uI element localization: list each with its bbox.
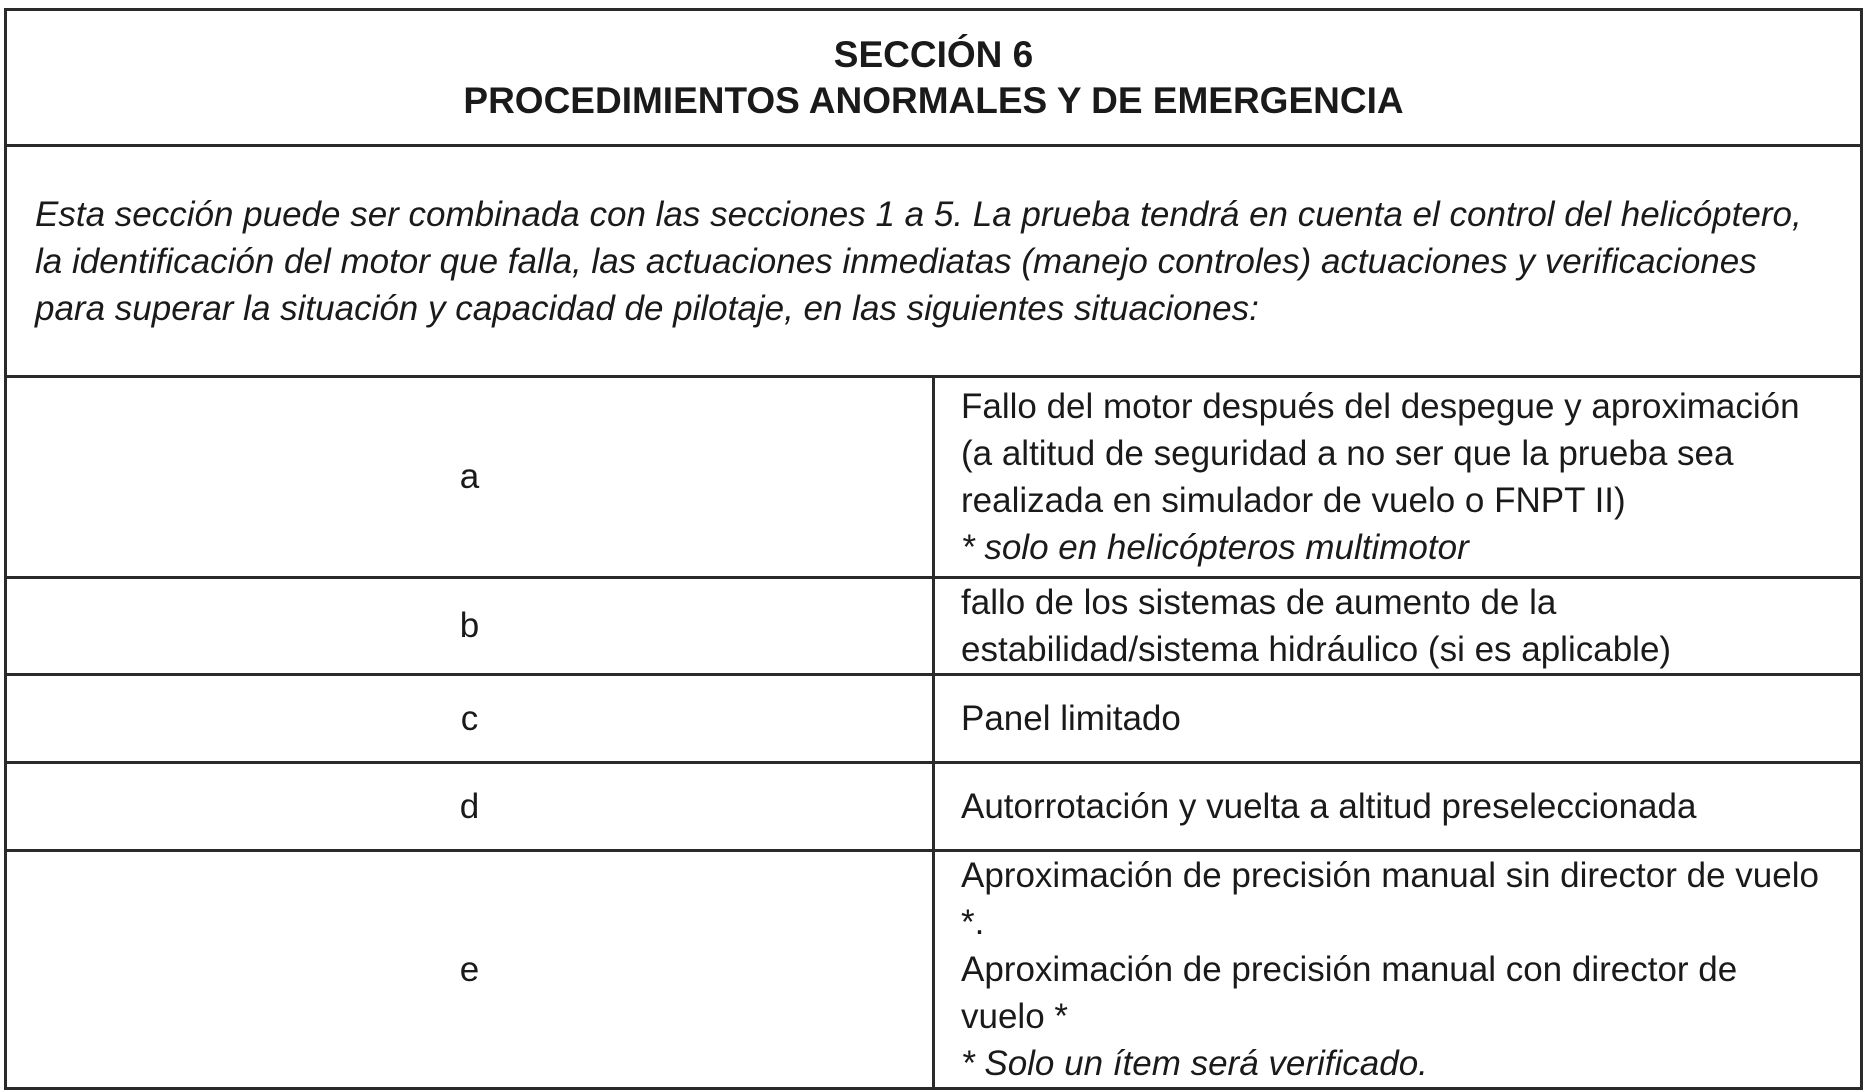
section-title: PROCEDIMIENTOS ANORMALES Y DE EMERGENCIA — [463, 79, 1404, 121]
table-row — [6, 675, 1862, 763]
item-description: Autorrotación y vuelta a altitud preseleccionada — [934, 763, 1862, 851]
item-letter: b — [6, 578, 934, 675]
item-text: Fallo del motor después del despegue y aproximación (a altitud de seguridad a no ser que la prueba sea realizada en simulador de vuelo o FNPT II) — [961, 387, 1800, 520]
section-header-row — [6, 10, 1862, 146]
item-letter: d — [6, 763, 934, 851]
table-row — [6, 578, 1862, 675]
section-number: SECCIÓN 6 — [833, 33, 1034, 75]
intro-row — [6, 146, 1862, 377]
item-letter: e — [6, 851, 934, 1089]
intro-text: Esta sección puede ser combinada con las secciones 1 a 5. La prueba tendrá en cuenta el control del helicóptero, la identificación del motor que falla, las actuaciones inmediatas (manejo controles) actuaciones y verificaciones para superar la situación y capacidad de pilotaje, en las siguientes situaciones: — [6, 146, 1862, 377]
table-row — [6, 377, 1862, 578]
item-letter: a — [6, 377, 934, 578]
section-header — [6, 10, 1862, 146]
item-description — [934, 377, 1862, 578]
item-description — [934, 851, 1862, 1089]
item-note: * Solo un ítem será verificado. — [961, 1044, 1428, 1083]
table-row — [6, 851, 1862, 1089]
item-text-line: Aproximación de precisión manual sin director de vuelo *. — [961, 856, 1819, 942]
item-note: * solo en helicópteros multimotor — [961, 528, 1469, 567]
section-table — [4, 8, 1863, 1090]
item-letter: c — [6, 675, 934, 763]
item-description: Panel limitado — [934, 675, 1862, 763]
item-text-line: Aproximación de precisión manual con director de vuelo * — [961, 950, 1738, 1036]
item-description: fallo de los sistemas de aumento de la estabilidad/sistema hidráulico (si es aplicable) — [934, 578, 1862, 675]
table-row — [6, 763, 1862, 851]
